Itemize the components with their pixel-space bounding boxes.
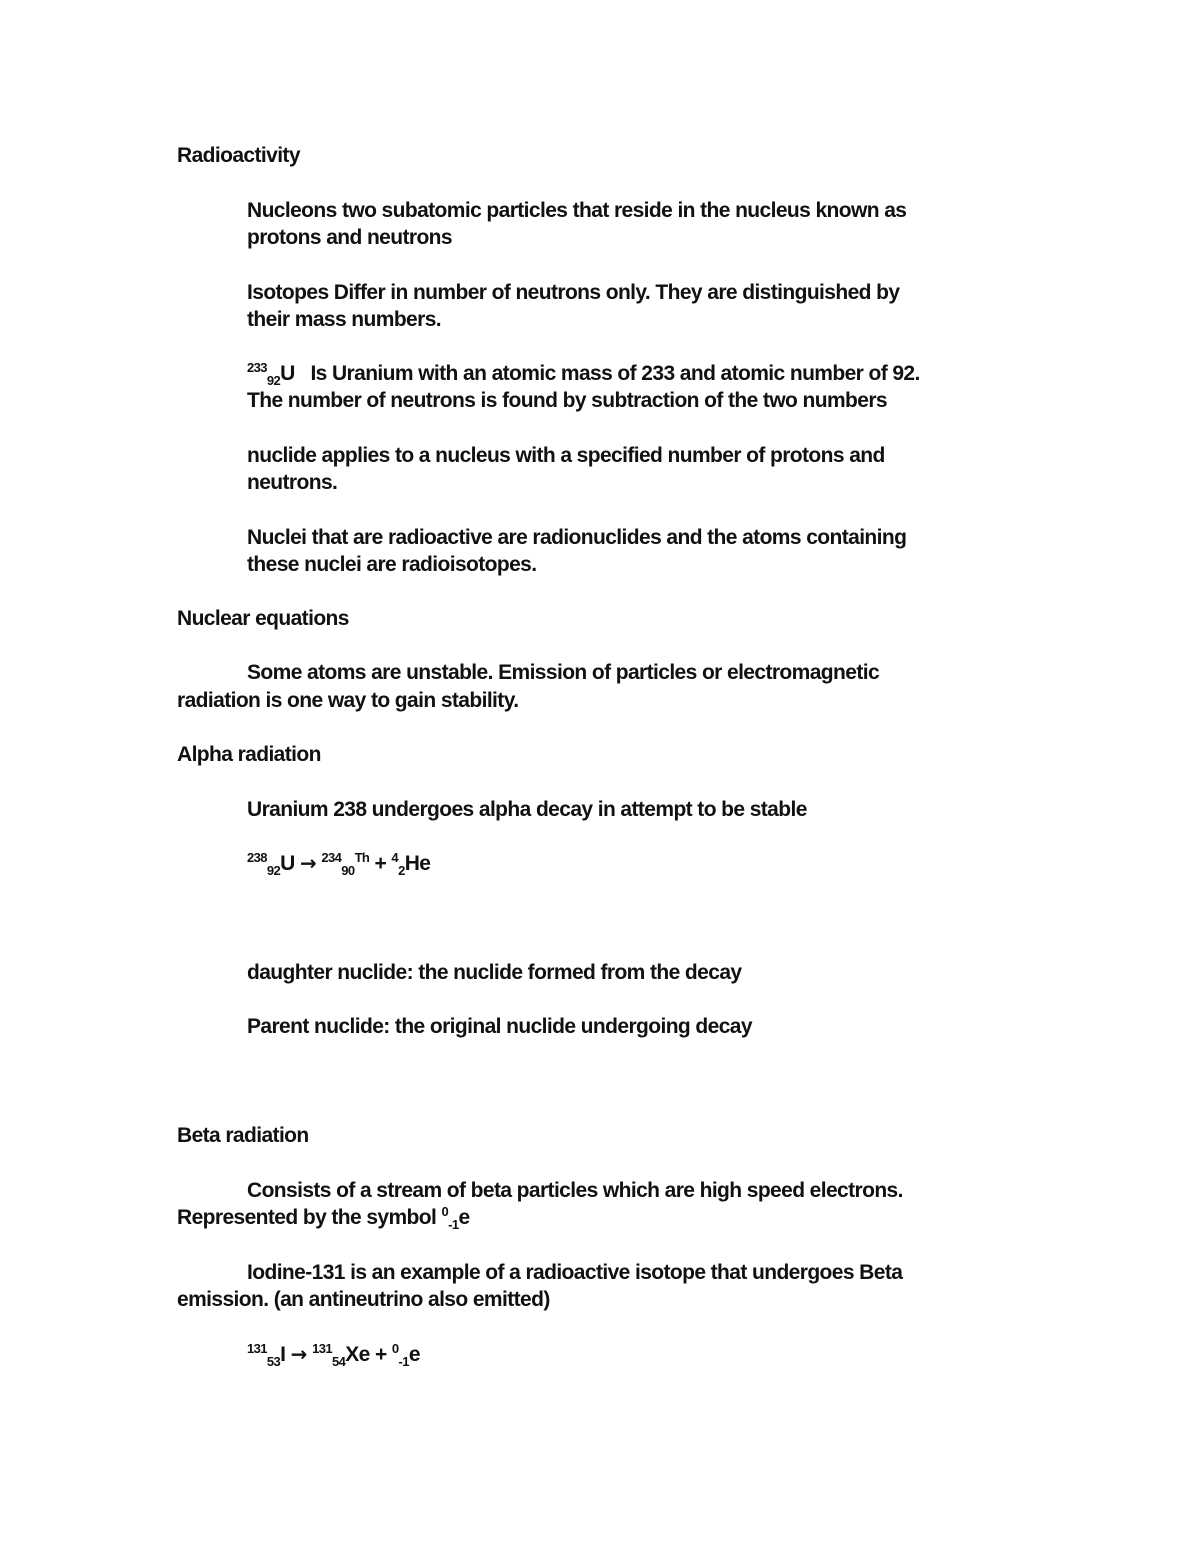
iodine-line-2: emission. (an antineutrino also emitted) bbox=[177, 1288, 550, 1311]
uranium-example-line-2: The number of neutrons is found by subtraction of the two numbers bbox=[247, 389, 888, 412]
heading-beta-radiation: Beta radiation bbox=[177, 1124, 309, 1147]
alpha-u-mass: 238 bbox=[247, 850, 267, 865]
beta-symbol-text: Represented by the symbol bbox=[177, 1206, 442, 1229]
isotopes-line-1: Isotopes Differ in number of neutrons only. They are distinguished by bbox=[247, 281, 900, 304]
alpha-he-symbol: He bbox=[404, 852, 431, 875]
alpha-th-number: 90 bbox=[341, 863, 355, 878]
alpha-u-number: 92 bbox=[266, 863, 281, 878]
heading-radioactivity: Radioactivity bbox=[177, 144, 300, 167]
beta-b-number: -1 bbox=[398, 1354, 409, 1369]
alpha-th-symbol: Th bbox=[354, 850, 370, 865]
radionuclides-line-1: Nuclei that are radioactive are radionuclides and the atoms containing bbox=[247, 526, 907, 549]
nuclear-eq-text-line-1: Some atoms are unstable. Emission of particles or electromagnetic bbox=[247, 661, 880, 684]
alpha-intro: Uranium 238 undergoes alpha decay in attempt to be stable bbox=[247, 798, 807, 821]
nuclear-eq-text-line-2: radiation is one way to gain stability. bbox=[177, 689, 519, 712]
uranium-description: Is Uranium with an atomic mass of 233 and atomic number of 92. bbox=[294, 362, 920, 385]
uranium-symbol: U bbox=[280, 362, 295, 385]
arrow-right-icon: → bbox=[299, 851, 317, 875]
heading-alpha-radiation: Alpha radiation bbox=[177, 743, 321, 766]
beta-e-symbol: e bbox=[458, 1206, 470, 1229]
beta-b-symbol: e bbox=[408, 1343, 420, 1366]
beta-line-2 bbox=[177, 1204, 470, 1231]
beta-e-number: -1 bbox=[448, 1217, 459, 1232]
beta-decay-equation bbox=[247, 1341, 420, 1368]
heading-nuclear-equations: Nuclear equations bbox=[177, 607, 349, 630]
beta-b-mass: 0 bbox=[391, 1341, 399, 1356]
uranium-atomic-number: 92 bbox=[266, 373, 281, 388]
beta-plus: + bbox=[374, 1343, 387, 1366]
beta-xe-symbol: Xe bbox=[345, 1343, 370, 1366]
iodine-line-1: Iodine-131 is an example of a radioactive isotope that undergoes Beta bbox=[247, 1261, 903, 1284]
beta-i-number: 53 bbox=[266, 1354, 281, 1369]
nucleons-line-1: Nucleons two subatomic particles that reside in the nucleus known as bbox=[247, 199, 907, 222]
alpha-th-mass: 234 bbox=[321, 850, 342, 865]
beta-xe-mass: 131 bbox=[312, 1341, 332, 1356]
alpha-plus: + bbox=[374, 852, 387, 875]
beta-i-symbol: I bbox=[280, 1343, 286, 1366]
alpha-u-symbol: U bbox=[280, 852, 295, 875]
alpha-decay-equation bbox=[247, 850, 430, 877]
beta-line-1: Consists of a stream of beta particles which are high speed electrons. bbox=[247, 1179, 903, 1202]
beta-xe-number: 54 bbox=[331, 1354, 346, 1369]
nuclide-line-1: nuclide applies to a nucleus with a specified number of protons and bbox=[247, 444, 885, 467]
radionuclides-line-2: these nuclei are radioisotopes. bbox=[247, 553, 537, 576]
uranium-mass-number: 233 bbox=[247, 360, 267, 375]
uranium-example-line-1 bbox=[247, 360, 920, 387]
arrow-right-icon: → bbox=[290, 1342, 307, 1366]
alpha-he-number: 2 bbox=[398, 863, 405, 878]
beta-e-mass: 0 bbox=[441, 1204, 449, 1219]
beta-i-mass: 131 bbox=[247, 1341, 267, 1356]
nucleons-line-2: protons and neutrons bbox=[247, 226, 452, 249]
alpha-parent-definition: Parent nuclide: the original nuclide undergoing decay bbox=[247, 1015, 752, 1038]
alpha-daughter-definition: daughter nuclide: the nuclide formed from the decay bbox=[247, 961, 742, 984]
nuclide-line-2: neutrons. bbox=[247, 471, 338, 494]
alpha-he-mass: 4 bbox=[391, 850, 399, 865]
isotopes-line-2: their mass numbers. bbox=[247, 308, 442, 331]
